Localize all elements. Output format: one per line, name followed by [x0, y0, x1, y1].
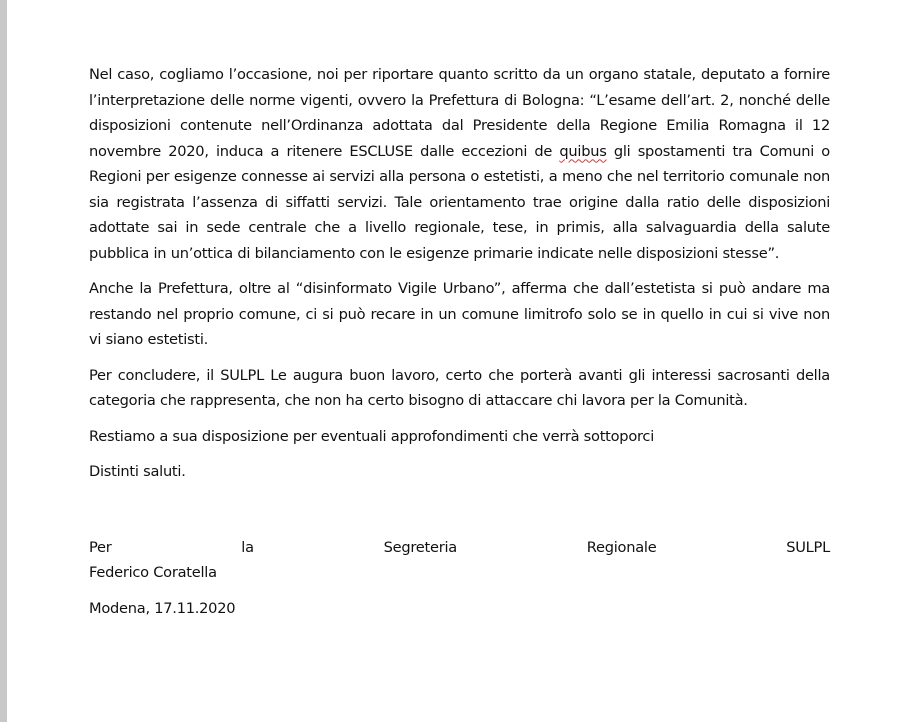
- signatory-name: Federico Coratella: [89, 564, 217, 581]
- place-date: Modena, 17.11.2020: [89, 599, 236, 617]
- paragraph-availability: Restiamo a sua disposizione per eventuali approfondimenti che verrà sottoporci: [89, 427, 655, 445]
- document-page: [7, 0, 900, 722]
- paragraph-prefettura-statement: Anche la Prefettura, oltre al “disinformato Vigile Urbano”, afferma che dall’estetista si può andare ma restando nel proprio comune, ci si può recare in un comune limitrofo solo se in quello in cui si vive non vi siano estetisti.: [89, 280, 830, 348]
- signature-word: Regionale: [586, 538, 657, 556]
- paragraph-text: Nel caso, cogliamo l’occasione, noi per riportare quanto scritto da un organo statale, deputato a fornire l’interpretazione delle norme vigenti, ovvero la Prefettura di Bologna: “L’esame dell’art. 2, nonché delle disposizioni contenute nell’Ordinanza adottata dal Presidente della Regione Emilia Romagna il 12 novembre 2020, induca a ritenere ESCLUSE dalle eccezioni de: [89, 66, 830, 160]
- signature-word: Per: [89, 538, 112, 556]
- closing-greeting: Distinti saluti.: [89, 463, 186, 480]
- spellcheck-flagged-word[interactable]: quibus: [559, 142, 607, 160]
- signature-word: la: [241, 538, 254, 556]
- paragraph-conclusion: Per concludere, il SULPL Le augura buon lavoro, certo che porterà avanti gli interessi sacrosanti della categoria che rappresenta, che non ha certo bisogno di attaccare chi lavora per la Comunità.: [89, 366, 830, 409]
- spacer: [89, 495, 830, 535]
- signature-word: Segreteria: [383, 538, 457, 556]
- letter-body: [89, 62, 830, 631]
- paragraph-prefettura-quote: [89, 62, 830, 266]
- signature-word: SULPL: [786, 538, 830, 556]
- signature-line: [89, 535, 830, 561]
- viewer-left-border: [0, 0, 7, 722]
- paragraph-text: gli spostamenti tra Comuni o Regioni per esigenze connesse ai servizi alla persona o estetisti, a meno che nel territorio comunale non sia registrata l’assenza di siffatti servizi. Tale orientamento trae origine dalla ratio delle disposizioni adottate sai in sede centrale che a livello regionale, tese, in primis, alla salvaguardia della salute pubblica in un’ottica di bilanciamento con le esigenze primarie indicate nelle disposizioni stesse”.: [89, 142, 830, 262]
